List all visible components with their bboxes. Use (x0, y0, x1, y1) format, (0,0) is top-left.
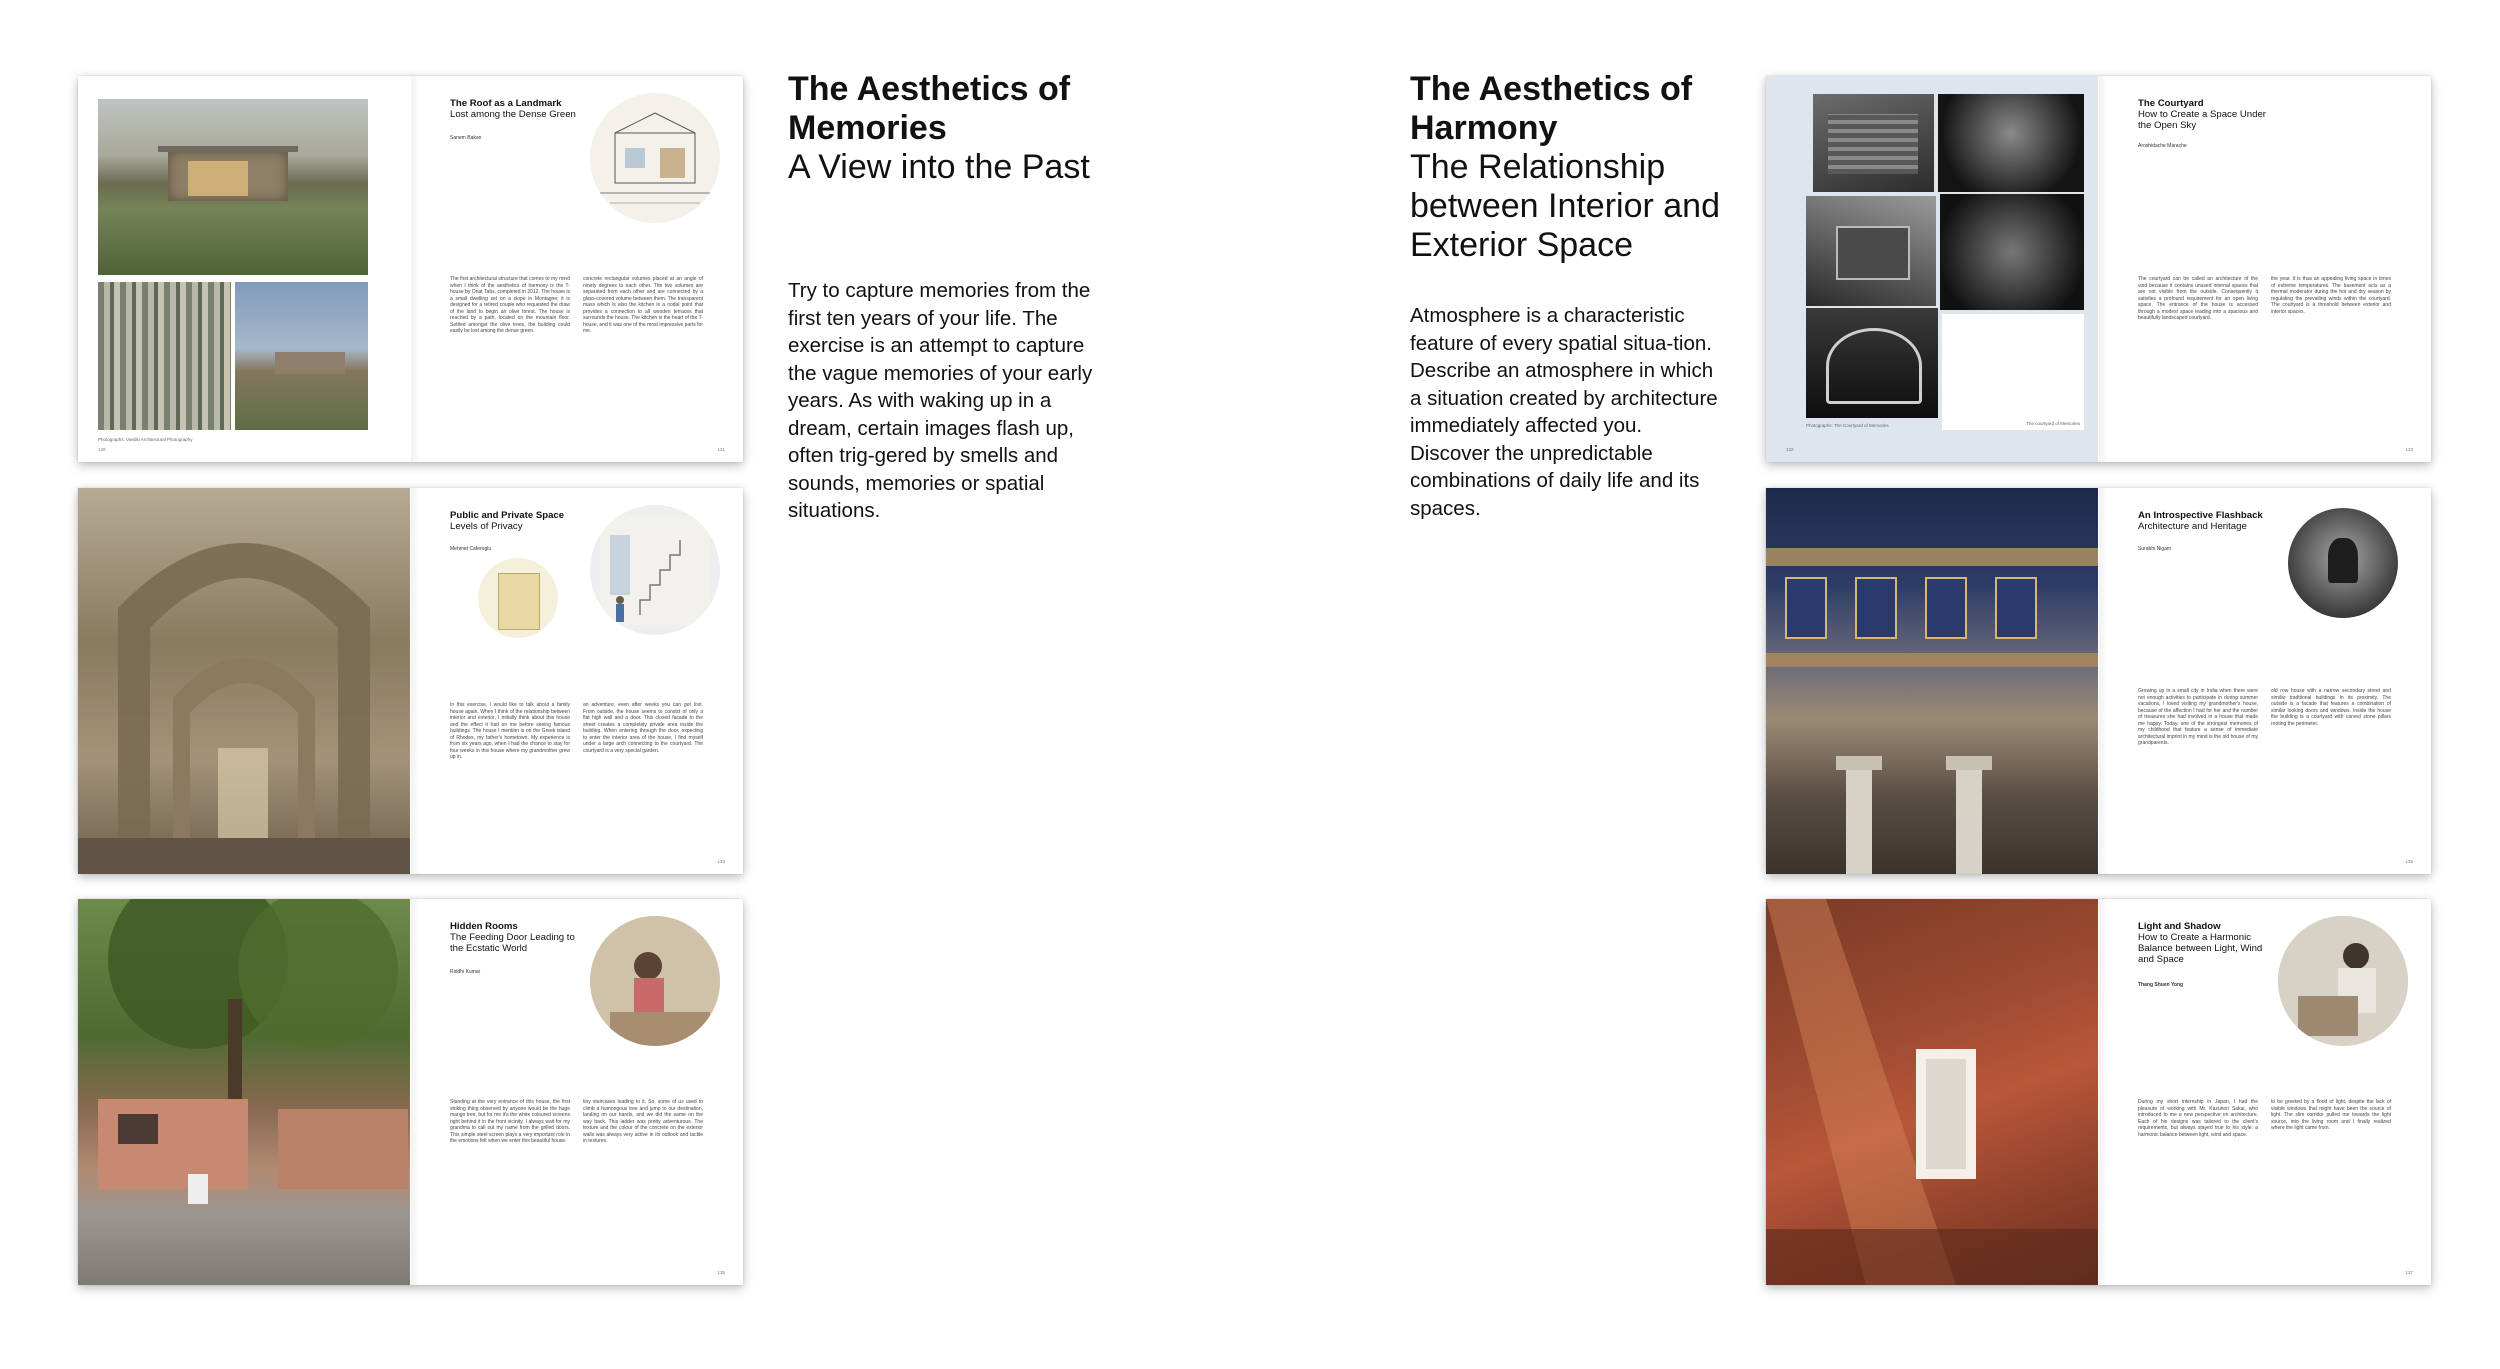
section-intro-memories: Try to capture memories from the first ten years of your life. The exercise is an attempt to capture the vague memories of your early years. As with waking up in a dream, certain images flash up, often trig-gered by smells and sounds, memories or spatial situations. (788, 279, 1093, 522)
article-text-column-1: The first architectural structure that comes to my mind when I think of the aesthetics of harmony is the T-house by Onat Tabs, completed in 2012. The house is a small dwelling set on a slope in Montagne; it is designed for a retired couple who requested the draw of the land to begin an olive forest. The house is reached by a path, located on the mountain floor. Settled amongst the olive trees, the building could easily be lost among the dense green. (450, 276, 570, 334)
article-text-column-2: tiny staircases leading to it. So, some of us used to climb a humongous tree and jump to our destination, landing on our hands, and we did the same on the way back. This ladder was pretty adventurous. The texture and the colour of the concrete on the exterior walls was always very active in its outlook and tactile in textures. (583, 1099, 703, 1144)
article-subtitle: Levels of Privacy (450, 521, 523, 532)
photo-mango-tree-courtyard (78, 899, 410, 1285)
circle-small-illustration (478, 558, 558, 638)
book-spread-public-private (78, 488, 743, 874)
page-number-right: 133 (2405, 447, 2413, 452)
article-title-block (450, 510, 590, 532)
article-text-column-1: Growing up in a small city in India when there were not enough activities to participate in during summer vacations, I loved visiting my grandmother's house, because of the affection I had for her and the number of treasures she had involved in a house that made me happy. Today, one of the strongest memories of my childhood that feature a sense of immediate architectural imprint in my mind is the old house of my grandparents. (2138, 688, 2258, 746)
spread-left-page (78, 76, 410, 462)
page-number-right: 131 (717, 447, 725, 452)
photo-brick-wall-doorway (1766, 899, 2098, 1285)
inset-caption: The courtyard of Memories (2026, 421, 2080, 426)
article-title: Public and Private Space (450, 510, 565, 521)
spread-left-page (1766, 899, 2098, 1285)
article-title-block (2138, 921, 2278, 965)
photo-courtyard-bw-1 (1813, 94, 1934, 192)
page-number-right: 133 (717, 859, 725, 864)
photo-courtyard-bw-5 (1806, 308, 1938, 418)
spread-left-page (78, 488, 410, 874)
article-subtitle: Lost among the Dense Green (450, 109, 576, 120)
article-title-block (450, 98, 590, 120)
photo-heritage-facade (1766, 488, 2098, 874)
circle-sketch-illustration (590, 93, 720, 223)
section-title: The Aesthetics of Harmony (1410, 70, 1693, 147)
photo-window-detail (98, 282, 231, 430)
article-author: Surabhi Nigam (2138, 546, 2172, 552)
section-subtitle: A View into the Past (788, 148, 1090, 186)
spread-right-page (410, 899, 743, 1285)
article-author: Aroshidache Marache (2138, 143, 2187, 149)
page-number-right: 135 (2405, 859, 2413, 864)
photo-courtyard-bw-2 (1938, 94, 2084, 192)
article-subtitle: Architecture and Heritage (2138, 521, 2247, 532)
article-text-column-2: old row house with a narrow secondary street and similar traditional buildings in its proximity. The outside is a facade that features a combination of similar looking doors and windows. Inside the house the building is a courtyard with carved stone pillars rooting the perimeter. (2271, 688, 2391, 727)
article-author: Thang Shuen Yong (2138, 982, 2184, 988)
spread-right-page (2098, 488, 2431, 874)
article-subtitle: How to Create a Space Under the Open Sky (2138, 109, 2266, 131)
article-text-column-1: Standing at the very entrance of this house, the first striking thing observed by anyone would be the huge mango tree, but for me it's the white coloured screens right behind it in the front vicinity. I always wait for my grandma to call out my name from the grilled doors. This simple steel screen plays a very important role in the emotions felt when we enter this beautiful house. (450, 1099, 570, 1144)
article-author: Sanem Bakan (450, 135, 482, 141)
article-text-column-2: concrete rectangular volumes placed at an angle of ninety degrees to each other. The two volumes are separated from each other and are connected by a glass-covered volume between them. The transparent mass which is also the kitchen is a nodal point that provides a connection to all wooden terraces that surrounds the house. The kitchen is the heart of the T-house, and it was one of the most impressive parts for me. (583, 276, 703, 334)
photo-credit-caption: Photographs: Vasiliki Architectural Photography (98, 437, 193, 442)
circle-person-photo (2278, 916, 2408, 1046)
photo-house-among-olive-trees (98, 99, 368, 275)
book-spread-hidden-rooms (78, 899, 743, 1285)
article-text-column-1: The courtyard can be called an architecture of the void because it contains unused internal spaces that are not visible from the outside. Consequently it satisfies a profound requirement for an open living space. The entrance of the house is accessed through a modest space leading into a spacious and beautifully landscaped courtyard. (2138, 276, 2258, 321)
spread-right-page (2098, 899, 2431, 1285)
article-title: The Roof as a Landmark (450, 98, 562, 109)
section-intro-harmony: Atmosphere is a characteristic feature of every spatial situa-tion. Describe an atmosphere in which a situation created by architecture immediately affected you. Discover the unpredictable combinations of daily life and its spaces. (1410, 304, 1718, 520)
article-text-column-2: to be greeted by a flood of light, despite the lack of visible windows that might have been the source of light. The slim corridor pulled me towards the light source, into the living room and I finally realized where the light came from. (2271, 1099, 2391, 1131)
article-title: Light and Shadow (2138, 921, 2221, 932)
article-title: Hidden Rooms (450, 921, 518, 932)
article-text-column-2: the year. It is thus an appealing living space in times of extreme temperatures. The basement acts as a thermal moderator during the hot and dry season by regulating the prevailing winds within the courtyard. The courtyard is a threshold between exterior and interior spaces. (2271, 276, 2391, 315)
book-spread-introspective-flashback (1766, 488, 2431, 874)
article-title: The Courtyard (2138, 98, 2204, 109)
spread-left-page (1766, 488, 2098, 874)
page-number-left: 132 (1786, 447, 1794, 452)
section-title: The Aesthetics of Memories (788, 70, 1071, 147)
article-title-block (2138, 98, 2278, 131)
spread-right-page (410, 76, 743, 462)
article-title: An Introspective Flashback (2138, 510, 2263, 521)
article-title-block (450, 921, 590, 954)
page-number-right: 135 (717, 1270, 725, 1275)
circle-staircase-illustration (590, 505, 720, 635)
page-number-right: 137 (2405, 1270, 2413, 1275)
circle-bw-portrait (2288, 508, 2398, 618)
page-number-left: 130 (98, 447, 106, 452)
spread-left-page (78, 899, 410, 1285)
spread-right-page (2098, 76, 2431, 462)
article-subtitle: How to Create a Harmonic Balance between Light, Wind and Space (2138, 932, 2263, 965)
book-spread-courtyard (1766, 76, 2431, 462)
photo-credit-caption: Photographs: The Courtyard of Memories (1806, 423, 1889, 428)
photo-house-exterior-sky (235, 282, 368, 430)
spread-right-page (410, 488, 743, 874)
section-subtitle: The Relationship between Interior and Exterior Space (1410, 148, 1720, 264)
article-text-column-1: In this exercise, I would like to talk about a family house again. When I think of the relationship between interior and exterior, I initially think about this house and the effect it had on me before seeing famous buildings. The house I mention is on the Greek island of Rhodes, my father's hometown. My experience is from six years ago, when I had the chance to stay for four weeks in this house where my grandmother grew up in. (450, 702, 570, 760)
article-text-column-2: an adventure, even after weeks you can get lost. From outside, the house seems to consist of only a flat high wall and a door. This closed facade to the street creates a completely private area inside the building. When entering through the door, expecting to enter the interior area of the house, I find myself under a large arch connecting to the courtyard. The courtyard is a very special garden. (583, 702, 703, 754)
article-subtitle: The Feeding Door Leading to the Ecstatic World (450, 932, 575, 954)
spread-left-page (1766, 76, 2098, 462)
photo-courtyard-bw-3 (1806, 196, 1936, 306)
book-spread-light-shadow (1766, 899, 2431, 1285)
article-title-block (2138, 510, 2278, 532)
section-heading-harmony (1410, 70, 1730, 265)
inset-white-panel (1942, 314, 2084, 430)
book-spread-roof-landmark (78, 76, 743, 462)
article-author: Mehmet Caferoglu (450, 546, 492, 552)
photo-courtyard-bw-4 (1940, 194, 2084, 310)
article-author: Riddhi Kumar (450, 969, 481, 975)
circle-child-photo (590, 916, 720, 1046)
article-text-column-1: During my short internship in Japan, I had the pleasure of working with Mr. Kazunori Sakai, who introduced to me a new perspective on architecture. Each of his designs was tailored to the client's requirements, but always stayed true to his style: a harmonic balance between light, wind and space. (2138, 1099, 2258, 1138)
section-heading-memories (788, 70, 1098, 187)
photo-stone-arch-street (78, 488, 410, 874)
